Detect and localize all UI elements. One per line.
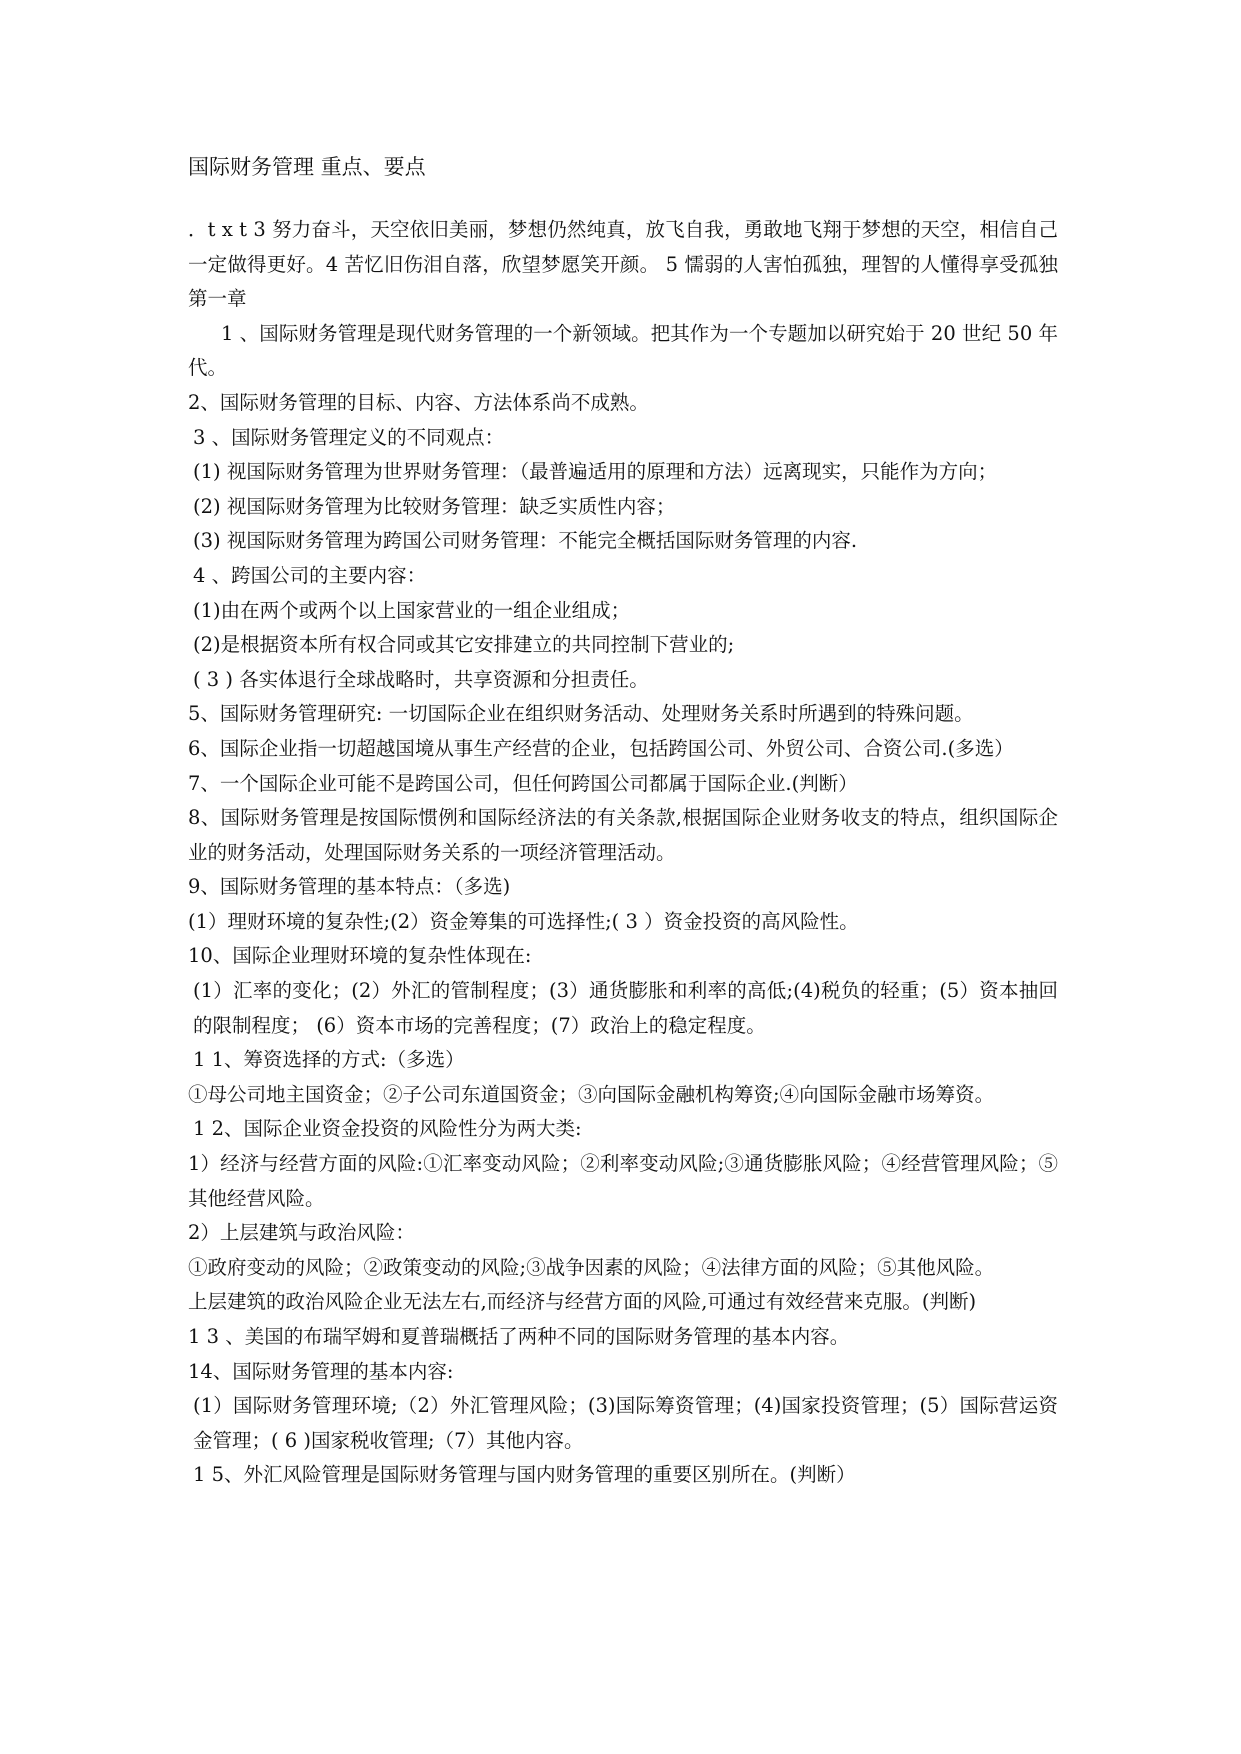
point-7: 7、一个国际企业可能不是跨国公司，但任何跨国公司都属于国际企业.(判断） bbox=[188, 771, 858, 795]
point-15: 1 5、外汇风险管理是国际财务管理与国内财务管理的重要区别所在。(判断） bbox=[193, 1463, 856, 1487]
point-1: 1 、国际财务管理是现代财务管理的一个新领域。把其作为一个专题加以研究始于 20 世纪 50 年代。 bbox=[188, 321, 1058, 380]
point-10-items: (1）汇率的变化；(2）外汇的管制程度；(3）通货膨胀和利率的高低;(4)税负的轻重；(5）资本抽回的限制程度； (6）资本市场的完善程度；(7）政治上的稳定程度。 bbox=[193, 979, 1058, 1037]
point-12-item-2: 2）上层建筑与政治风险： bbox=[188, 1221, 415, 1245]
point-11: 1 1、筹资选择的方式:（多选） bbox=[193, 1048, 465, 1072]
point-3-item-3: (3) 视国际财务管理为跨国公司财务管理：不能完全概括国际财务管理的内容. bbox=[193, 529, 858, 553]
document-body bbox=[188, 213, 1058, 1493]
point-3-item-1: (1) 视国际财务管理为世界财务管理：（最普遍适用的原理和方法）远离现实，只能作为方向； bbox=[193, 460, 998, 484]
point-9-items: (1）理财环境的复杂性;(2）资金筹集的可选择性;( 3 ）资金投资的高风险性。 bbox=[188, 909, 859, 933]
point-4-item-1: (1)由在两个或两个以上国家营业的一组企业组成； bbox=[193, 598, 631, 622]
point-6: 6、国际企业指一切超越国境从事生产经营的企业，包括跨国公司、外贸公司、合资公司.(多选） bbox=[188, 736, 1014, 760]
point-12-item-2-list: ①政府变动的风险；②政策变动的风险;③战争因素的风险；④法律方面的风险；⑤其他风险。 bbox=[188, 1255, 995, 1279]
point-12: 1 2、国际企业资金投资的风险性分为两大类: bbox=[193, 1117, 582, 1141]
point-2: 2、国际财务管理的目标、内容、方法体系尚不成熟。 bbox=[188, 390, 649, 414]
point-8: 8、国际财务管理是按国际惯例和国际经济法的有关条款,根据国际企业财务收支的特点，组织国际企业的财务活动，处理国际财务关系的一项经济管理活动。 bbox=[188, 806, 1058, 864]
document-title: 国际财务管理 重点、要点 bbox=[188, 155, 426, 179]
point-4: 4 、跨国公司的主要内容： bbox=[193, 563, 427, 587]
point-9: 9、国际财务管理的基本特点：（多选) bbox=[188, 875, 511, 899]
point-3: 3 、国际财务管理定义的不同观点： bbox=[193, 425, 505, 449]
intro-paragraph: ．t x t 3 努力奋斗，天空依旧美丽，梦想仍然纯真，放飞自我，勇敢地飞翔于梦想的天空，相信自己一定做得更好。4 苦忆旧伤泪自落，欣望梦愿笑开颜。 5 懦弱的人害怕孤独，理智的人懂得享受孤独第一章 bbox=[188, 218, 1058, 311]
point-5: 5、国际财务管理研究: 一切国际企业在组织财务活动、处理财务关系时所遇到的特殊问题。 bbox=[188, 702, 974, 726]
point-4-item-3: ( 3 ) 各实体退行全球战略时，共享资源和分担责任。 bbox=[193, 667, 649, 691]
point-12-item-1: 1）经济与经营方面的风险:①汇率变动风险；②利率变动风险;③通货膨胀风险；④经营管理风险；⑤其他经营风险。 bbox=[188, 1152, 1058, 1210]
point-14-items: (1）国际财务管理环境;（2）外汇管理风险；(3)国际筹资管理；(4)国家投资管理；(5）国际营运资金管理；( 6 )国家税收管理;（7）其他内容。 bbox=[193, 1394, 1058, 1452]
point-14: 14、国际财务管理的基本内容: bbox=[188, 1359, 454, 1383]
point-3-item-2: (2) 视国际财务管理为比较财务管理：缺乏实质性内容； bbox=[193, 494, 676, 518]
point-10: 10、国际企业理财环境的复杂性体现在: bbox=[188, 944, 532, 968]
point-13: 1 3 、美国的布瑞罕姆和夏普瑞概括了两种不同的国际财务管理的基本内容。 bbox=[188, 1325, 850, 1348]
point-4-item-2: (2)是根据资本所有权合同或其它安排建立的共同控制下营业的; bbox=[193, 633, 735, 657]
point-12-note: 上层建筑的政治风险企业无法左右,而经济与经营方面的风险,可通过有效经营来克服。(判断) bbox=[188, 1290, 977, 1314]
point-11-items: ①母公司地主国资金；②子公司东道国资金；③向国际金融机构筹资;④向国际金融市场筹资。 bbox=[188, 1082, 995, 1106]
